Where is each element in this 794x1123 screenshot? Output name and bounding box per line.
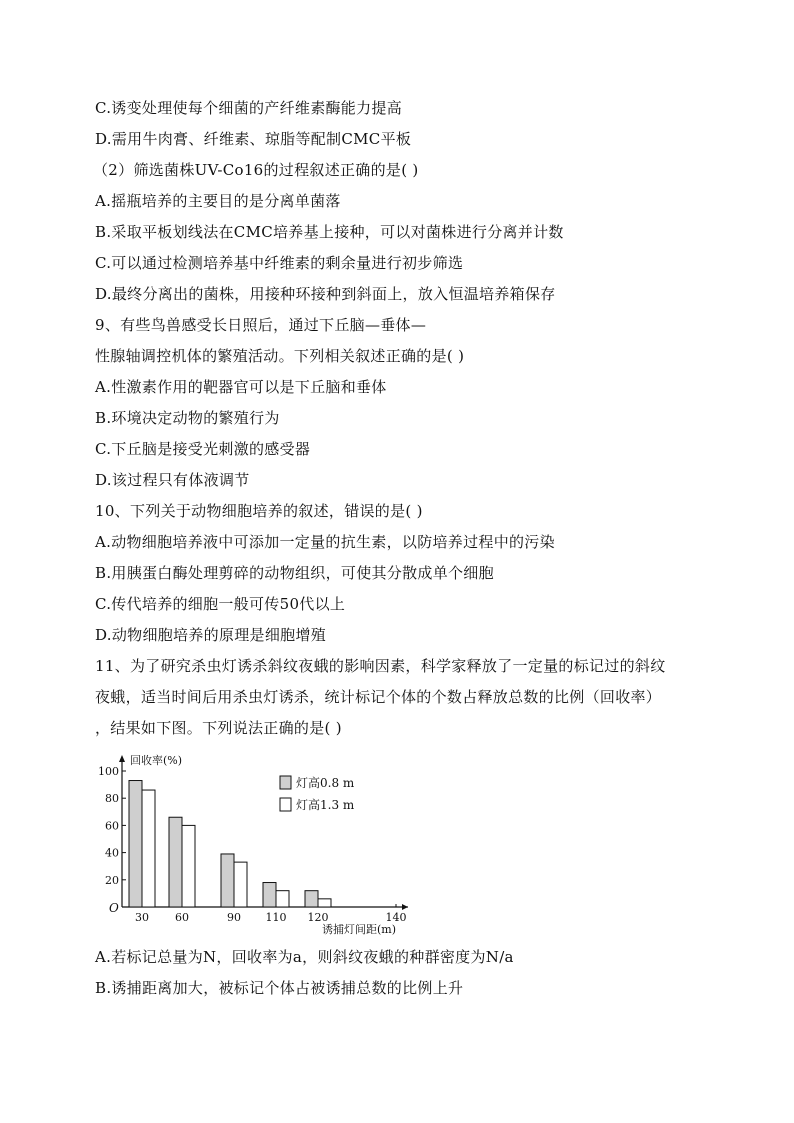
- text-line: B.诱捕距离加大，被标记个体占被诱捕总数的比例上升: [95, 979, 464, 997]
- y-tick-label: 100: [98, 765, 119, 778]
- text-line: C.可以通过检测培养基中纤维素的剩余量进行初步筛选: [95, 254, 464, 272]
- x-tick-label: 90: [227, 911, 241, 924]
- x-tick-label: 60: [175, 911, 189, 924]
- text-line: 11、为了研究杀虫灯诱杀斜纹夜蛾的影响因素，科学家释放了一定量的标记过的斜纹: [95, 657, 666, 675]
- y-tick-label: 40: [105, 846, 119, 860]
- text-line: D.最终分离出的菌株，用接种环接种到斜面上，放入恒温培养箱保存: [95, 285, 556, 303]
- legend-label: 灯高0.8 m: [296, 776, 355, 790]
- recovery-rate-bar-chart: [90, 752, 420, 942]
- legend-label: 灯高1.3 m: [296, 798, 355, 812]
- bar-lamp-0-8m: [263, 883, 276, 907]
- text-line: B.环境决定动物的繁殖行为: [95, 409, 280, 427]
- text-line: 9、有些鸟兽感受长日照后，通过下丘脑—垂体—: [95, 316, 427, 334]
- origin-label: O: [109, 901, 119, 915]
- x-tick-label: 120: [307, 911, 329, 924]
- bar-lamp-0-8m: [169, 817, 182, 907]
- y-axis-arrow: [119, 755, 125, 762]
- bar-lamp-1-3m: [182, 825, 195, 907]
- x-tick-label: 110: [265, 911, 287, 924]
- bar-lamp-1-3m: [318, 899, 331, 907]
- text-line: B.采取平板划线法在CMC培养基上接种，可以对菌株进行分离并计数: [95, 223, 564, 241]
- text-line: C.传代培养的细胞一般可传50代以上: [95, 595, 346, 613]
- bar-lamp-1-3m: [276, 891, 289, 907]
- x-axis-arrow: [402, 904, 408, 910]
- bar-lamp-0-8m: [221, 854, 234, 907]
- text-line: A.性激素作用的靶器官可以是下丘脑和垂体: [95, 378, 387, 396]
- text-line: B.用胰蛋白酶处理剪碎的动物组织，可使其分散成单个细胞: [95, 564, 494, 582]
- y-tick-label: 80: [105, 792, 119, 806]
- bar-lamp-1-3m: [142, 790, 155, 907]
- text-line: C.下丘脑是接受光刺激的感受器: [95, 440, 311, 458]
- x-tick-label: 30: [135, 911, 149, 924]
- text-line: 10、下列关于动物细胞培养的叙述，错误的是( ): [95, 502, 423, 520]
- legend-swatch: [280, 776, 291, 789]
- x-tick-label: 140: [385, 911, 407, 924]
- legend-swatch: [280, 798, 291, 811]
- y-tick-label: 20: [105, 873, 119, 887]
- text-line: （2）筛选菌株UV-Co16的过程叙述正确的是( ): [93, 161, 419, 179]
- x-axis-label: 诱捕灯间距(m): [322, 923, 397, 936]
- text-line: ，结果如下图。下列说法正确的是( ): [95, 719, 342, 737]
- bar-lamp-0-8m: [305, 891, 318, 907]
- text-line: A.摇瓶培养的主要目的是分离单菌落: [95, 192, 341, 210]
- chart-legend: [280, 775, 355, 812]
- text-line: D.该过程只有体液调节: [95, 471, 250, 489]
- bar-lamp-1-3m: [234, 862, 247, 907]
- text-line: A.若标记总量为N，回收率为a，则斜纹夜蛾的种群密度为N/a: [95, 948, 514, 966]
- y-axis-label: 回收率(%): [130, 754, 183, 767]
- y-tick-label: 60: [105, 819, 119, 833]
- text-line: A.动物细胞培养液中可添加一定量的抗生素，以防培养过程中的污染: [95, 533, 555, 551]
- text-line: 夜蛾，适当时间后用杀虫灯诱杀，统计标记个体的个数占释放总数的比例（回收率）: [95, 688, 662, 706]
- text-line: D.动物细胞培养的原理是细胞增殖: [95, 626, 327, 644]
- text-line: D.需用牛肉膏、纤维素、琼脂等配制CMC平板: [95, 130, 412, 148]
- text-line: 性腺轴调控机体的繁殖活动。下列相关叙述正确的是( ): [95, 347, 465, 365]
- bar-lamp-0-8m: [129, 781, 142, 907]
- text-line: C.诱变处理使每个细菌的产纤维素酶能力提高: [95, 99, 403, 117]
